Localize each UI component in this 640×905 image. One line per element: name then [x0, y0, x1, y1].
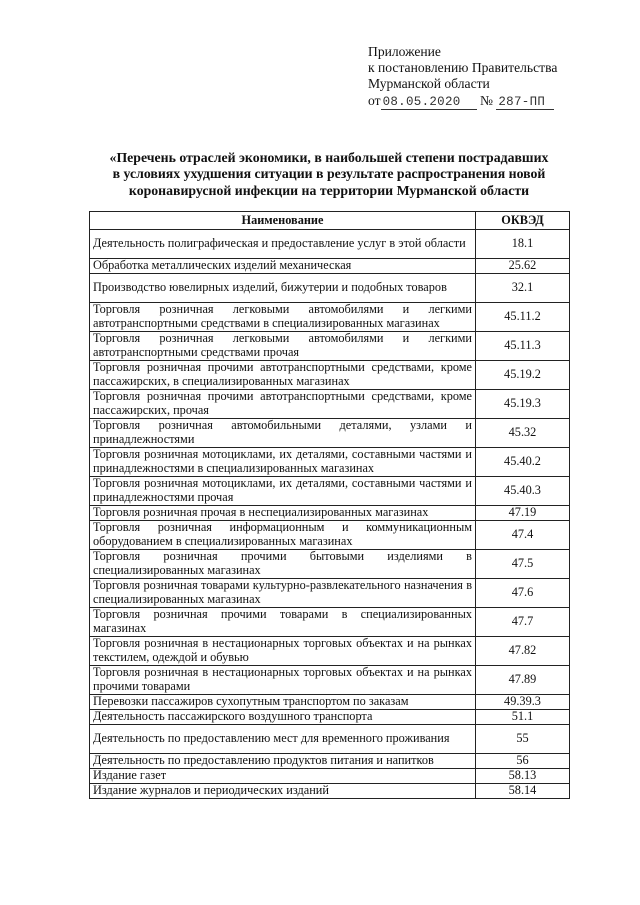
appendix-region-line: Мурманской области — [368, 76, 490, 92]
row-name: Торговля розничная автомобильными деталями, узлами и принадлежностями — [90, 419, 476, 448]
row-name: Торговля розничная в нестационарных торговых объектах и на рынках прочими товарами — [90, 666, 476, 695]
row-name: Торговля розничная прочая в неспециализированных магазинах — [90, 506, 476, 521]
row-name: Торговля розничная товарами культурно-развлекательного назначения в специализированных магазинах — [90, 579, 476, 608]
row-code: 58.13 — [476, 769, 570, 784]
row-code: 49.39.3 — [476, 695, 570, 710]
appendix-header — [368, 44, 618, 110]
table-row — [90, 448, 570, 477]
row-code: 47.4 — [476, 521, 570, 550]
row-code: 47.6 — [476, 579, 570, 608]
table-row — [90, 550, 570, 579]
row-name: Издание журналов и периодических изданий — [90, 784, 476, 799]
row-code: 58.14 — [476, 784, 570, 799]
table-row — [90, 303, 570, 332]
row-name: Перевозки пассажиров сухопутным транспортом по заказам — [90, 695, 476, 710]
row-name: Обработка металлических изделий механическая — [90, 259, 476, 274]
table-row — [90, 274, 570, 303]
row-code: 45.40.2 — [476, 448, 570, 477]
row-code: 47.82 — [476, 637, 570, 666]
row-name: Торговля розничная легковыми автомобилями и легкими автотранспортными средствами в специализированных магазинах — [90, 303, 476, 332]
row-name: Деятельность полиграфическая и предоставление услуг в этой области — [90, 230, 476, 259]
title-line-1: «Перечень отраслей экономики, в наибольшей степени пострадавших — [109, 150, 549, 165]
row-name: Торговля розничная мотоциклами, их деталями, составными частями и принадлежностями прочая — [90, 477, 476, 506]
industries-table — [89, 211, 570, 799]
table-row — [90, 784, 570, 799]
decree-date: 08.05.2020 — [381, 95, 477, 110]
row-code: 45.11.3 — [476, 332, 570, 361]
row-name: Торговля розничная в нестационарных торговых объектах и на рынках текстилем, одеждой и обувью — [90, 637, 476, 666]
decree-number: 287-ПП — [496, 95, 554, 110]
row-code: 51.1 — [476, 710, 570, 725]
table-row — [90, 259, 570, 274]
appendix-date-line — [368, 93, 618, 110]
row-code: 32.1 — [476, 274, 570, 303]
row-code: 47.5 — [476, 550, 570, 579]
row-name: Торговля розничная мотоциклами, их деталями, составными частями и принадлежностями в специализированных магазинах — [90, 448, 476, 477]
table-row — [90, 608, 570, 637]
header-name: Наименование — [90, 212, 476, 230]
row-code: 45.19.3 — [476, 390, 570, 419]
row-code: 45.19.2 — [476, 361, 570, 390]
row-name: Издание газет — [90, 769, 476, 784]
row-name: Производство ювелирных изделий, бижутерии и подобных товаров — [90, 274, 476, 303]
table-row — [90, 419, 570, 448]
row-code: 25.62 — [476, 259, 570, 274]
table-row — [90, 754, 570, 769]
row-name: Торговля розничная легковыми автомобилями и легкими автотранспортными средствами прочая — [90, 332, 476, 361]
row-code: 45.32 — [476, 419, 570, 448]
table-row — [90, 725, 570, 754]
number-prefix: № — [479, 92, 493, 108]
table-row — [90, 390, 570, 419]
row-name: Торговля розничная прочими бытовыми изделиями в специализированных магазинах — [90, 550, 476, 579]
appendix-decree-line: к постановлению Правительства — [368, 60, 558, 76]
table-row — [90, 710, 570, 725]
table-row — [90, 361, 570, 390]
title-line-3: коронавирусной инфекции на территории Мурманской области — [128, 182, 530, 198]
row-name: Торговля розничная прочими автотранспортными средствами, кроме пассажирских, в специализированных магазинах — [90, 361, 476, 390]
header-okved: ОКВЭД — [476, 212, 570, 230]
table-row — [90, 230, 570, 259]
table-row — [90, 579, 570, 608]
row-code: 47.7 — [476, 608, 570, 637]
row-name: Торговля розничная прочими автотранспортными средствами, кроме пассажирских, прочая — [90, 390, 476, 419]
row-name: Деятельность по предоставлению мест для временного проживания — [90, 725, 476, 754]
table-row — [90, 332, 570, 361]
document-title — [90, 150, 568, 199]
row-code: 47.19 — [476, 506, 570, 521]
row-name: Деятельность пассажирского воздушного транспорта — [90, 710, 476, 725]
table-row — [90, 521, 570, 550]
row-name: Деятельность по предоставлению продуктов питания и напитков — [90, 754, 476, 769]
row-code: 56 — [476, 754, 570, 769]
row-name: Торговля розничная прочими товарами в специализированных магазинах — [90, 608, 476, 637]
date-prefix: от — [368, 92, 381, 108]
table-row — [90, 666, 570, 695]
row-name: Торговля розничная информационным и коммуникационным оборудованием в специализированных магазинах — [90, 521, 476, 550]
row-code: 45.40.3 — [476, 477, 570, 506]
appendix-label: Приложение — [368, 44, 441, 59]
row-code: 47.89 — [476, 666, 570, 695]
row-code: 55 — [476, 725, 570, 754]
row-code: 18.1 — [476, 230, 570, 259]
table-row — [90, 477, 570, 506]
title-line-2: в условиях ухудшения ситуации в результате распространения новой — [112, 166, 546, 182]
row-code: 45.11.2 — [476, 303, 570, 332]
table-row — [90, 637, 570, 666]
table-row — [90, 695, 570, 710]
table-header-row — [90, 212, 570, 230]
table-row — [90, 769, 570, 784]
table-row — [90, 506, 570, 521]
